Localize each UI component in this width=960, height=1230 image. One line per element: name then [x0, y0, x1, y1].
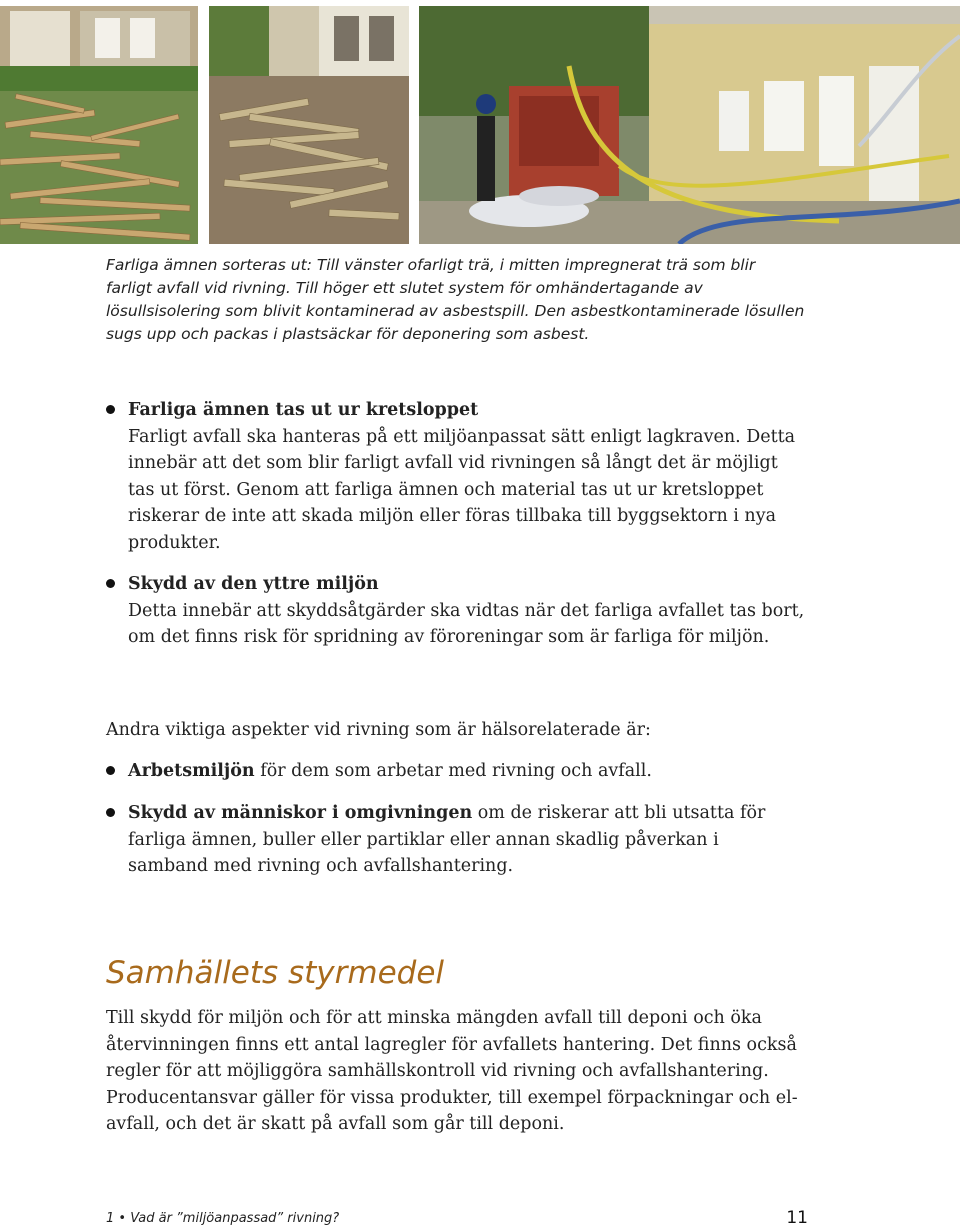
- bullet-hazardous-removed: [106, 397, 806, 556]
- bullet-bold-term: Skydd av människor i omgivningen: [128, 803, 473, 823]
- bullet-text: Farligt avfall ska hanteras på ett miljöanpassat sätt enligt lagkraven. Detta innebär att det som blir farligt avfall vid rivningen så långt det är möjligt tas ut först. Genom att farliga ämnen och material tas ut ur kretsloppet riskerar de inte att skada miljön eller föras tillbaka till byggsektorn i nya produkter.: [128, 426, 796, 553]
- bullet-icon: [106, 579, 115, 588]
- bullet-icon: [106, 766, 115, 775]
- bullet-text: om de riskerar att bli utsatta för farliga ämnen, buller eller partiklar eller annan skadlig påverkan i samband med rivning och avfallshantering.: [128, 803, 766, 876]
- wood-pile-photo: [0, 6, 198, 244]
- bullet-icon: [106, 405, 115, 414]
- bullet-environment-protection: [106, 571, 806, 651]
- bullet-work-environment: [106, 758, 806, 785]
- asbestos-insulation-removal-photo: [419, 6, 960, 244]
- section-body: Till skydd för miljön och för att minska mängden avfall till deponi och öka återvinningen finns ett antal lagregler för avfallets hantering. Det finns också regler för att möjliggöra samhällskontroll vid rivning och avfallshantering. Producentansvar gäller för vissa produkter, till exempel förpackningar och el-avfall, och det är skatt på avfall som går till deponi.: [106, 1008, 798, 1134]
- bullet-text: Detta innebär att skyddsåtgärder ska vidtas när det farliga avfallet tas bort, om det finns risk för spridning av föroreningar som är farliga för miljön.: [128, 600, 805, 647]
- bullet-heading: Skydd av den yttre miljön: [128, 574, 379, 594]
- bullet-people-protection: [106, 800, 796, 880]
- bullet-text: för dem som arbetar med rivning och avfall.: [254, 761, 652, 781]
- section-title: Samhällets styrmedel: [106, 955, 445, 991]
- bullet-icon: [106, 808, 115, 817]
- photo-caption: Farliga ämnen sorteras ut: Till vänster ofarligt trä, i mitten impregnerat trä som blir farligt avfall vid rivning. Till höger ett slutet system för omhändertagande av lösullsisolering som blivit kontaminerad av asbestspill. Den asbestkontaminerade lösullen sugs upp och packas i plastsäckar för deponering som asbest.: [106, 256, 805, 343]
- footer-chapter: 1 • Vad är ”miljöanpassad” rivning?: [106, 1211, 340, 1226]
- bullet-heading: Farliga ämnen tas ut ur kretsloppet: [128, 400, 479, 420]
- page-number: 11: [786, 1208, 808, 1228]
- impregnated-wood-photo: [209, 6, 409, 244]
- health-intro: Andra viktiga aspekter vid rivning som är hälsorelaterade är:: [106, 720, 651, 740]
- bullet-bold-term: Arbetsmiljön: [128, 761, 255, 781]
